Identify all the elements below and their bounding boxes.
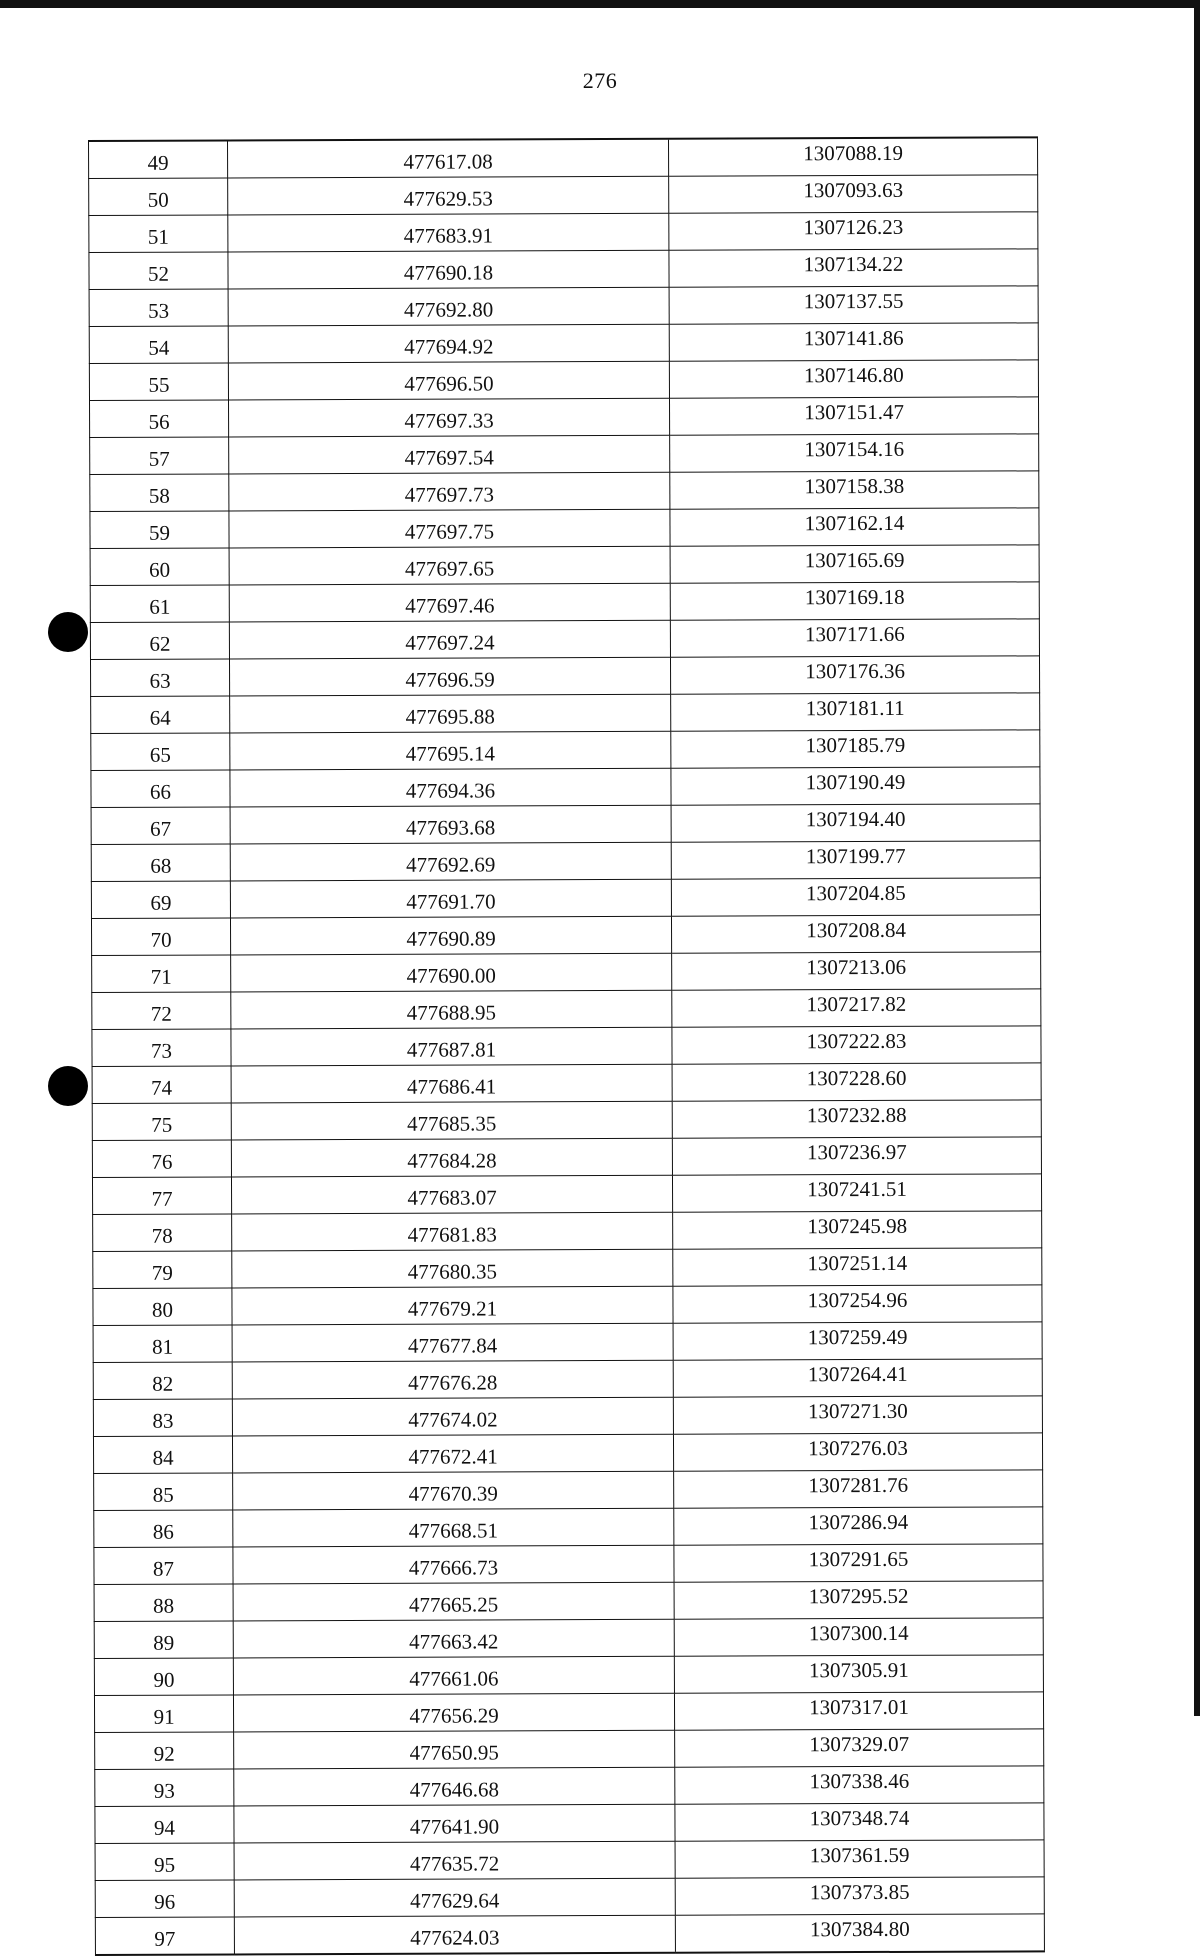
point-number-cell: 87 — [94, 1547, 233, 1585]
y-coordinate-cell: 1307373.85 — [675, 1877, 1044, 1915]
y-coordinate-cell: 1307245.98 — [673, 1211, 1042, 1249]
point-number-cell: 89 — [94, 1621, 233, 1659]
x-coordinate-cell: 477661.06 — [233, 1656, 674, 1695]
x-coordinate-cell: 477694.92 — [228, 324, 669, 363]
coordinate-table-body — [89, 137, 1045, 1955]
table-row — [92, 952, 1041, 993]
punch-hole-mark — [48, 1066, 88, 1106]
table-row — [89, 286, 1038, 327]
x-coordinate-cell: 477690.18 — [228, 250, 669, 289]
x-coordinate-cell: 477666.73 — [233, 1545, 674, 1584]
point-number-cell: 85 — [94, 1473, 233, 1511]
point-number-cell: 67 — [91, 807, 230, 845]
y-coordinate-cell: 1307348.74 — [675, 1803, 1044, 1841]
point-number-cell: 79 — [93, 1251, 232, 1289]
x-coordinate-cell: 477697.75 — [229, 509, 670, 548]
table-row — [91, 915, 1040, 956]
table-row — [92, 1100, 1041, 1141]
table-row — [90, 582, 1039, 623]
point-number-cell: 56 — [90, 400, 229, 438]
y-coordinate-cell: 1307204.85 — [671, 878, 1040, 916]
point-number-cell: 77 — [92, 1177, 231, 1215]
x-coordinate-cell: 477695.88 — [230, 694, 671, 733]
y-coordinate-cell: 1307154.16 — [670, 434, 1039, 472]
x-coordinate-cell: 477697.73 — [229, 472, 670, 511]
y-coordinate-cell: 1307213.06 — [672, 952, 1041, 990]
y-coordinate-cell: 1307169.18 — [670, 582, 1039, 620]
point-number-cell: 97 — [95, 1917, 234, 1955]
table-row — [89, 249, 1038, 290]
table-row — [93, 1359, 1042, 1400]
table-row — [89, 137, 1038, 178]
x-coordinate-cell: 477687.81 — [231, 1027, 672, 1066]
table-row — [93, 1433, 1042, 1474]
point-number-cell: 94 — [95, 1806, 234, 1844]
x-coordinate-cell: 477697.24 — [229, 620, 670, 659]
point-number-cell: 66 — [91, 770, 230, 808]
table-row — [94, 1581, 1043, 1622]
x-coordinate-cell: 477693.68 — [230, 805, 671, 844]
x-coordinate-cell: 477672.41 — [232, 1434, 673, 1473]
x-coordinate-cell: 477641.90 — [234, 1804, 675, 1843]
point-number-cell: 86 — [94, 1510, 233, 1548]
y-coordinate-cell: 1307190.49 — [671, 767, 1040, 805]
point-number-cell: 59 — [90, 511, 229, 549]
table-row — [89, 212, 1038, 253]
point-number-cell: 80 — [93, 1288, 232, 1326]
x-coordinate-cell: 477624.03 — [234, 1915, 675, 1954]
x-coordinate-cell: 477683.07 — [231, 1175, 672, 1214]
y-coordinate-cell: 1307208.84 — [671, 915, 1040, 953]
x-coordinate-cell: 477683.91 — [228, 213, 669, 252]
coordinate-table — [88, 136, 1045, 1956]
x-coordinate-cell: 477685.35 — [231, 1101, 672, 1140]
point-number-cell: 74 — [92, 1066, 231, 1104]
x-coordinate-cell: 477692.69 — [230, 842, 671, 881]
y-coordinate-cell: 1307295.52 — [674, 1581, 1043, 1619]
point-number-cell: 75 — [92, 1103, 231, 1141]
y-coordinate-cell: 1307291.65 — [674, 1544, 1043, 1582]
point-number-cell: 54 — [89, 326, 228, 364]
table-row — [89, 175, 1038, 216]
y-coordinate-cell: 1307162.14 — [670, 508, 1039, 546]
point-number-cell: 92 — [95, 1732, 234, 1770]
point-number-cell: 69 — [91, 881, 230, 919]
y-coordinate-cell: 1307194.40 — [671, 804, 1040, 842]
table-row — [90, 656, 1039, 697]
point-number-cell: 58 — [90, 474, 229, 512]
point-number-cell: 53 — [89, 289, 228, 327]
x-coordinate-cell: 477676.28 — [232, 1360, 673, 1399]
x-coordinate-cell: 477697.33 — [228, 398, 669, 437]
y-coordinate-cell: 1307317.01 — [674, 1692, 1043, 1730]
table-row — [94, 1544, 1043, 1585]
coordinate-table-container — [88, 136, 1041, 1956]
y-coordinate-cell: 1307338.46 — [675, 1766, 1044, 1804]
x-coordinate-cell: 477663.42 — [233, 1619, 674, 1658]
table-row — [95, 1914, 1044, 1955]
x-coordinate-cell: 477694.36 — [230, 768, 671, 807]
punch-hole-mark — [48, 612, 88, 652]
table-row — [93, 1322, 1042, 1363]
point-number-cell: 57 — [90, 437, 229, 475]
table-row — [93, 1248, 1042, 1289]
x-coordinate-cell: 477668.51 — [233, 1508, 674, 1547]
point-number-cell: 49 — [89, 140, 228, 178]
table-row — [94, 1618, 1043, 1659]
y-coordinate-cell: 1307199.77 — [671, 841, 1040, 879]
table-row — [93, 1211, 1042, 1252]
table-row — [91, 804, 1040, 845]
table-row — [93, 1285, 1042, 1326]
y-coordinate-cell: 1307281.76 — [674, 1470, 1043, 1508]
table-row — [95, 1840, 1044, 1881]
x-coordinate-cell: 477697.46 — [229, 583, 670, 622]
y-coordinate-cell: 1307241.51 — [672, 1174, 1041, 1212]
point-number-cell: 73 — [92, 1029, 231, 1067]
table-row — [94, 1655, 1043, 1696]
x-coordinate-cell: 477688.95 — [231, 990, 672, 1029]
x-coordinate-cell: 477674.02 — [232, 1397, 673, 1436]
page-number: 276 — [582, 68, 618, 93]
y-coordinate-cell: 1307254.96 — [673, 1285, 1042, 1323]
y-coordinate-cell: 1307300.14 — [674, 1618, 1043, 1656]
point-number-cell: 84 — [93, 1436, 232, 1474]
y-coordinate-cell: 1307141.86 — [669, 323, 1038, 361]
x-coordinate-cell: 477692.80 — [228, 287, 669, 326]
point-number-cell: 68 — [91, 844, 230, 882]
y-coordinate-cell: 1307222.83 — [672, 1026, 1041, 1064]
point-number-cell: 51 — [89, 215, 228, 253]
x-coordinate-cell: 477656.29 — [233, 1693, 674, 1732]
y-coordinate-cell: 1307176.36 — [670, 656, 1039, 694]
x-coordinate-cell: 477691.70 — [230, 879, 671, 918]
table-row — [89, 323, 1038, 364]
table-row — [95, 1729, 1044, 1770]
y-coordinate-cell: 1307286.94 — [674, 1507, 1043, 1545]
x-coordinate-cell: 477665.25 — [233, 1582, 674, 1621]
table-row — [93, 1396, 1042, 1437]
x-coordinate-cell: 477650.95 — [234, 1730, 675, 1769]
y-coordinate-cell: 1307259.49 — [673, 1322, 1042, 1360]
point-number-cell: 65 — [91, 733, 230, 771]
y-coordinate-cell: 1307185.79 — [671, 730, 1040, 768]
y-coordinate-cell: 1307217.82 — [672, 989, 1041, 1027]
point-number-cell: 50 — [89, 178, 228, 216]
table-row — [90, 471, 1039, 512]
point-number-cell: 64 — [91, 696, 230, 734]
table-row — [90, 619, 1039, 660]
y-coordinate-cell: 1307251.14 — [673, 1248, 1042, 1286]
table-row — [91, 841, 1040, 882]
point-number-cell: 81 — [93, 1325, 232, 1363]
point-number-cell: 63 — [90, 659, 229, 697]
table-row — [91, 693, 1040, 734]
table-row — [95, 1803, 1044, 1844]
y-coordinate-cell: 1307276.03 — [673, 1433, 1042, 1471]
y-coordinate-cell: 1307151.47 — [669, 397, 1038, 435]
y-coordinate-cell: 1307181.11 — [671, 693, 1040, 731]
y-coordinate-cell: 1307146.80 — [669, 360, 1038, 398]
point-number-cell: 62 — [90, 622, 229, 660]
y-coordinate-cell: 1307228.60 — [672, 1063, 1041, 1101]
point-number-cell: 91 — [94, 1695, 233, 1733]
x-coordinate-cell: 477681.83 — [232, 1212, 673, 1251]
x-coordinate-cell: 477680.35 — [232, 1249, 673, 1288]
point-number-cell: 88 — [94, 1584, 233, 1622]
y-coordinate-cell: 1307384.80 — [675, 1914, 1044, 1953]
x-coordinate-cell: 477629.64 — [234, 1878, 675, 1917]
x-coordinate-cell: 477697.65 — [229, 546, 670, 585]
y-coordinate-cell: 1307305.91 — [674, 1655, 1043, 1693]
y-coordinate-cell: 1307264.41 — [673, 1359, 1042, 1397]
y-coordinate-cell: 1307158.38 — [670, 471, 1039, 509]
y-coordinate-cell: 1307165.69 — [670, 545, 1039, 583]
y-coordinate-cell: 1307329.07 — [675, 1729, 1044, 1767]
x-coordinate-cell: 477684.28 — [231, 1138, 672, 1177]
point-number-cell: 95 — [95, 1843, 234, 1881]
point-number-cell: 78 — [93, 1214, 232, 1252]
table-row — [90, 508, 1039, 549]
x-coordinate-cell: 477670.39 — [233, 1471, 674, 1510]
table-row — [94, 1692, 1043, 1733]
y-coordinate-cell: 1307271.30 — [673, 1396, 1042, 1434]
x-coordinate-cell: 477690.00 — [231, 953, 672, 992]
point-number-cell: 93 — [95, 1769, 234, 1807]
x-coordinate-cell: 477635.72 — [234, 1841, 675, 1880]
point-number-cell: 52 — [89, 252, 228, 290]
point-number-cell: 61 — [90, 585, 229, 623]
table-row — [92, 1063, 1041, 1104]
y-coordinate-cell: 1307361.59 — [675, 1840, 1044, 1878]
x-coordinate-cell: 477629.53 — [228, 176, 669, 215]
point-number-cell: 83 — [93, 1399, 232, 1437]
point-number-cell: 76 — [92, 1140, 231, 1178]
table-row — [91, 878, 1040, 919]
x-coordinate-cell: 477690.89 — [230, 916, 671, 955]
table-row — [95, 1877, 1044, 1918]
point-number-cell: 55 — [89, 363, 228, 401]
y-coordinate-cell: 1307232.88 — [672, 1100, 1041, 1138]
y-coordinate-cell: 1307126.23 — [669, 212, 1038, 250]
table-row — [92, 1026, 1041, 1067]
table-row — [94, 1507, 1043, 1548]
x-coordinate-cell: 477695.14 — [230, 731, 671, 770]
y-coordinate-cell: 1307093.63 — [669, 175, 1038, 213]
table-row — [90, 397, 1039, 438]
x-coordinate-cell: 477686.41 — [231, 1064, 672, 1103]
x-coordinate-cell: 477679.21 — [232, 1286, 673, 1325]
x-coordinate-cell: 477696.59 — [229, 657, 670, 696]
table-row — [92, 1174, 1041, 1215]
table-row — [90, 545, 1039, 586]
y-coordinate-cell: 1307134.22 — [669, 249, 1038, 287]
y-coordinate-cell: 1307088.19 — [668, 137, 1037, 176]
table-row — [91, 767, 1040, 808]
point-number-cell: 60 — [90, 548, 229, 586]
x-coordinate-cell: 477617.08 — [228, 139, 669, 178]
point-number-cell: 90 — [94, 1658, 233, 1696]
table-row — [95, 1766, 1044, 1807]
y-coordinate-cell: 1307137.55 — [669, 286, 1038, 324]
point-number-cell: 72 — [92, 992, 231, 1030]
point-number-cell: 71 — [92, 955, 231, 993]
table-row — [91, 730, 1040, 771]
point-number-cell: 82 — [93, 1362, 232, 1400]
table-row — [92, 1137, 1041, 1178]
x-coordinate-cell: 477677.84 — [232, 1323, 673, 1362]
y-coordinate-cell: 1307236.97 — [672, 1137, 1041, 1175]
point-number-cell: 96 — [95, 1880, 234, 1918]
table-row — [94, 1470, 1043, 1511]
x-coordinate-cell: 477646.68 — [234, 1767, 675, 1806]
x-coordinate-cell: 477697.54 — [229, 435, 670, 474]
y-coordinate-cell: 1307171.66 — [670, 619, 1039, 657]
x-coordinate-cell: 477696.50 — [228, 361, 669, 400]
table-row — [89, 360, 1038, 401]
point-number-cell: 70 — [91, 918, 230, 956]
table-row — [92, 989, 1041, 1030]
table-row — [90, 434, 1039, 475]
